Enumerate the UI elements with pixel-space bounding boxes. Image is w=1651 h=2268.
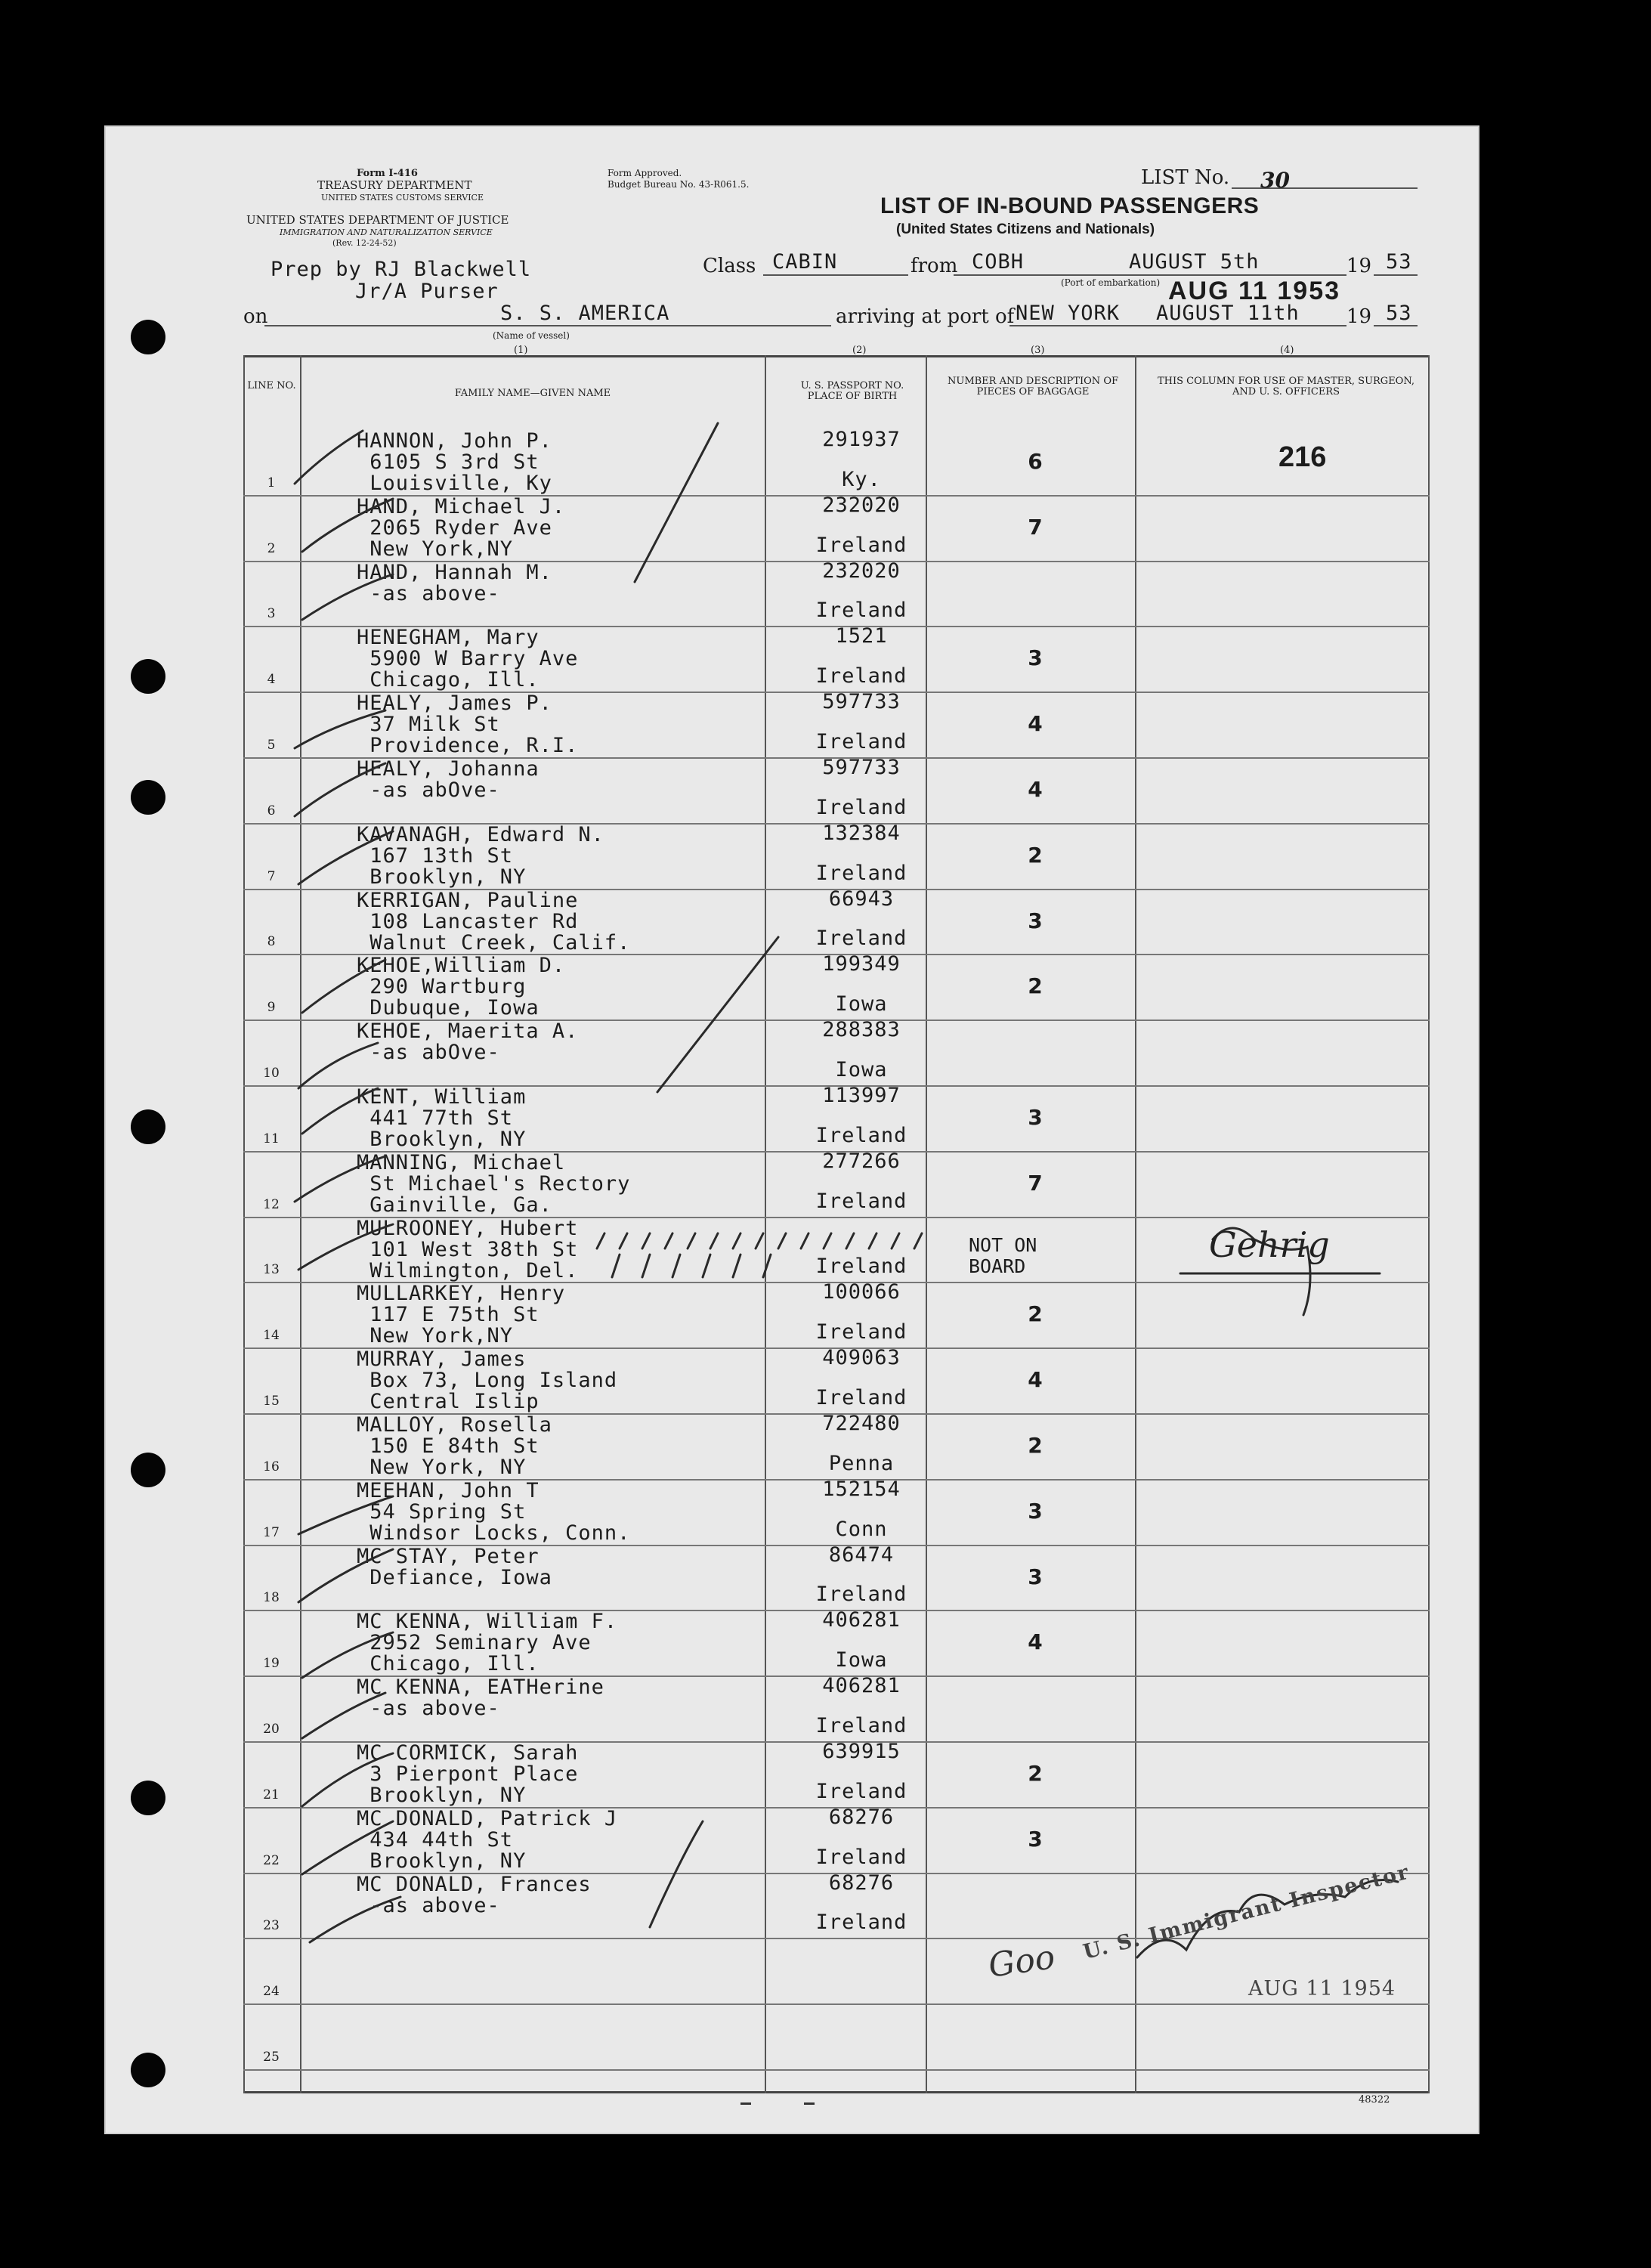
arrival-date: AUGUST 11th <box>1156 302 1300 325</box>
baggage-count: 4 <box>1028 777 1043 802</box>
line-number: 6 <box>267 803 276 818</box>
passport-number: 597733 <box>822 690 901 714</box>
prepared-by-line2: Jr/A Purser <box>355 280 499 303</box>
line-number: 15 <box>263 1393 280 1409</box>
baggage-count: 4 <box>1028 711 1043 737</box>
passenger-name-address: MURRAY, James Box 73, Long Island Central Islip <box>357 1347 618 1414</box>
check-mark <box>302 574 393 620</box>
passport-number: 277266 <box>822 1149 901 1173</box>
line-number: 25 <box>263 2049 280 2065</box>
check-mark <box>298 831 393 884</box>
embarkation-year: 53 <box>1386 250 1412 274</box>
column-header-line-no: LINE NO. <box>247 380 296 391</box>
form-subtitle: (United States Citizens and Nationals) <box>896 221 1155 237</box>
department-of-justice: UNITED STATES DEPARTMENT OF JUSTICE <box>246 213 509 227</box>
line-number: 12 <box>263 1196 280 1212</box>
officer-count: 216 <box>1278 441 1327 473</box>
baggage-count: 3 <box>1028 908 1043 933</box>
place-of-birth: Ireland <box>815 1255 907 1279</box>
line-number: 18 <box>263 1590 280 1606</box>
passenger-name-address: HEALY, Johanna -as abOve- <box>357 757 540 802</box>
passenger-name-address: MC DONALD, Frances -as above- <box>357 1872 592 1917</box>
place-of-birth: Ireland <box>815 1320 907 1344</box>
passenger-name-address: MC KENNA, EATHerine -as above- <box>357 1675 604 1721</box>
line-number: 24 <box>263 1984 280 2000</box>
column-number-4: (4) <box>1280 345 1294 356</box>
passenger-name-address: MC DONALD, Patrick J 434 44th St Brooklyn, NY <box>357 1806 618 1873</box>
line-number: 10 <box>263 1065 280 1081</box>
place-of-birth: Iowa <box>835 992 888 1016</box>
form-number: Form I-416 <box>357 168 418 179</box>
place-of-birth: Ireland <box>815 795 907 819</box>
long-stroke <box>650 1821 703 1927</box>
from-label: from <box>911 255 958 277</box>
arriving-label: arriving at port of <box>836 305 1015 328</box>
passenger-name-address: HANNON, John P. 6105 S 3rd St Louisville, Ky <box>357 429 552 495</box>
check-mark <box>298 1549 393 1602</box>
class-label: Class <box>703 255 756 277</box>
passenger-name-address: MALLOY, Rosella 150 E 84th St New York, NY <box>357 1413 552 1479</box>
class-value: CABIN <box>772 250 838 274</box>
passenger-name-address: HENEGHAM, Mary 5900 W Barry Ave Chicago, Ill. <box>357 626 579 692</box>
line-number: 13 <box>263 1262 280 1278</box>
passenger-name-address: KAVANAGH, Edward N. 167 13th St Brooklyn, NY <box>357 822 604 889</box>
check-mark <box>302 499 393 552</box>
place-of-birth: Conn <box>835 1517 888 1541</box>
on-label: on <box>243 305 268 328</box>
line-number: 5 <box>267 737 276 753</box>
check-mark <box>302 1753 393 1806</box>
check-mark <box>302 960 385 1013</box>
embarkation-port: COBH <box>972 250 1025 274</box>
line-number: 17 <box>263 1524 280 1540</box>
place-of-birth: Ireland <box>815 1583 907 1607</box>
inspector-date: AUG 11 1954 <box>1248 1977 1396 2000</box>
form-approved: Form Approved. <box>608 168 682 178</box>
passenger-name-address: KEHOE, Maerita A. -as abOve- <box>357 1020 579 1065</box>
passenger-name-address: MULLARKEY, Henry 117 E 75th St New York,NY <box>357 1282 566 1348</box>
baggage-count: 2 <box>1028 1301 1043 1327</box>
check-mark <box>302 1693 385 1738</box>
check-mark <box>298 1043 378 1088</box>
baggage-count: 2 <box>1028 973 1043 999</box>
goo-annotation: Goo <box>985 1938 1058 1985</box>
vessel-name: S. S. AMERICA <box>500 302 670 325</box>
place-of-birth: Ireland <box>815 1189 907 1213</box>
customs-service: UNITED STATES CUSTOMS SERVICE <box>321 193 484 203</box>
column-number-3: (3) <box>1031 345 1045 356</box>
check-mark <box>302 1632 393 1678</box>
place-of-birth: Ireland <box>815 1911 907 1935</box>
place-of-birth: Ireland <box>815 729 907 753</box>
passport-number: 597733 <box>822 756 901 779</box>
passenger-name-address: KEHOE,William D. 290 Wartburg Dubuque, Iowa <box>357 954 566 1020</box>
form-revision: (Rev. 12-24-52) <box>332 238 397 248</box>
line-number: 23 <box>263 1918 280 1934</box>
passenger-name-address: MC CORMICK, Sarah 3 Pierpont Place Brooklyn, NY <box>357 1741 579 1807</box>
passport-number: 152154 <box>822 1477 901 1501</box>
passport-number: 291937 <box>822 428 901 451</box>
passenger-name-address: HEALY, James P. 37 Milk St Providence, R.I. <box>357 692 579 758</box>
form-stock-number: 48322 <box>1359 2094 1390 2106</box>
passenger-name-address: MC STAY, Peter Defiance, Iowa <box>357 1544 552 1589</box>
passport-number: 232020 <box>822 493 901 517</box>
column-header-officers: THIS COLUMN FOR USE OF MASTER, SURGEON, AND U. S. OFFICERS <box>1157 376 1415 398</box>
passenger-name-address: KERRIGAN, Pauline 108 Lancaster Rd Walnut Creek, Calif. <box>357 888 631 955</box>
baggage-count: 6 <box>1028 449 1043 474</box>
passenger-name-address: MULROONEY, Hubert 101 West 38th St Wilmington, Del. <box>357 1216 579 1283</box>
place-of-birth: Ireland <box>815 599 907 623</box>
check-mark <box>295 431 363 484</box>
baggage-count: 3 <box>1028 1105 1043 1130</box>
not-on-board-signature: Gehrig <box>1209 1224 1330 1265</box>
form-title: LIST OF IN-BOUND PASSENGERS <box>880 193 1260 218</box>
baggage-count: 3 <box>1028 645 1043 671</box>
list-no-label: LIST No. <box>1141 166 1230 189</box>
passport-number: 722480 <box>822 1412 901 1435</box>
bottom-mark <box>740 2102 751 2105</box>
baggage-count: 4 <box>1028 1367 1043 1393</box>
long-stroke <box>657 937 778 1092</box>
column-number-1: (1) <box>514 345 528 356</box>
baggage-count: 3 <box>1028 1564 1043 1589</box>
place-of-birth: Ky. <box>842 467 881 491</box>
baggage-count: NOT ON BOARD <box>969 1233 1037 1277</box>
baggage-count: 4 <box>1028 1629 1043 1655</box>
baggage-count: 2 <box>1028 1433 1043 1458</box>
place-of-birth: Ireland <box>815 1845 907 1869</box>
column-header-baggage: NUMBER AND DESCRIPTION OF PIECES OF BAGGAGE <box>947 376 1118 398</box>
passenger-name-address: MC KENNA, William F. 2952 Seminary Ave Chicago, Ill. <box>357 1610 618 1676</box>
hatching <box>597 1233 922 1248</box>
inspector-stamp: U. S. Immigrant Inspector <box>1081 1860 1412 1964</box>
embarkation-caption: (Port of embarkation) <box>1061 277 1161 288</box>
baggage-count: 3 <box>1028 1498 1043 1524</box>
check-mark <box>298 1496 393 1534</box>
passport-number: 66943 <box>828 886 895 911</box>
place-of-birth: Penna <box>828 1451 895 1475</box>
place-of-birth: Ireland <box>815 664 907 688</box>
bottom-mark <box>804 2102 815 2105</box>
passport-number: 86474 <box>828 1542 895 1567</box>
baggage-count: 3 <box>1028 1826 1043 1852</box>
place-of-birth: Iowa <box>835 1648 888 1672</box>
column-header-name: FAMILY NAME—GIVEN NAME <box>454 388 611 399</box>
line-number: 22 <box>263 1852 280 1868</box>
baggage-count: 2 <box>1028 1761 1043 1786</box>
check-mark <box>295 763 385 816</box>
line-number: 14 <box>263 1328 280 1344</box>
place-of-birth: Ireland <box>815 1779 907 1803</box>
long-stroke <box>635 423 718 582</box>
check-mark <box>295 710 385 748</box>
arrival-year-prefix: 19 <box>1346 305 1372 328</box>
baggage-count: 7 <box>1028 1170 1043 1196</box>
place-of-birth: Ireland <box>815 533 907 557</box>
arrival-year: 53 <box>1386 302 1412 325</box>
passport-number: 199349 <box>822 952 901 976</box>
column-number-2: (2) <box>852 345 867 356</box>
place-of-birth: Ireland <box>815 861 907 885</box>
passport-number: 100066 <box>822 1280 901 1304</box>
column-header-passport: U. S. PASSPORT NO. PLACE OF BIRTH <box>800 380 904 402</box>
embarkation-date: AUGUST 5th <box>1129 250 1260 274</box>
passport-number: 409063 <box>822 1346 901 1370</box>
place-of-birth: Ireland <box>815 927 907 951</box>
line-number: 4 <box>267 672 276 688</box>
check-mark <box>302 1088 378 1134</box>
line-number: 21 <box>263 1787 280 1802</box>
check-mark <box>302 1821 393 1874</box>
ins-label: IMMIGRATION AND NATURALIZATION SERVICE <box>280 227 493 237</box>
place-of-birth: Ireland <box>815 1385 907 1409</box>
check-mark <box>298 1224 393 1270</box>
place-of-birth: Iowa <box>835 1057 888 1081</box>
treasury-department: TREASURY DEPARTMENT <box>317 178 472 192</box>
passport-number: 232020 <box>822 558 901 583</box>
arrival-date-stamp: AUG 11 1953 <box>1168 277 1341 305</box>
passenger-name-address: MANNING, Michael St Michael's Rectory Gainville, Ga. <box>357 1150 631 1217</box>
line-number: 2 <box>267 540 276 556</box>
passport-number: 639915 <box>822 1740 901 1763</box>
place-of-birth: Ireland <box>815 1713 907 1737</box>
passenger-name-address: HAND, Hannah M. -as above- <box>357 560 552 605</box>
line-number: 11 <box>263 1131 280 1146</box>
passport-number: 1521 <box>835 624 888 648</box>
passenger-name-address: HAND, Michael J. 2065 Ryder Ave New York,NY <box>357 494 566 561</box>
line-number: 3 <box>267 606 276 622</box>
prepared-by-line1: Prep by RJ Blackwell <box>271 258 532 281</box>
line-number: 16 <box>263 1459 280 1474</box>
list-no-value: 30 <box>1260 168 1290 193</box>
passenger-name-address: MEEHAN, John T 54 Spring St Windsor Locks, Conn. <box>357 1478 631 1545</box>
place-of-birth: Ireland <box>815 1123 907 1147</box>
hatching <box>612 1255 771 1277</box>
passport-number: 113997 <box>822 1084 901 1107</box>
line-number: 20 <box>263 1721 280 1737</box>
line-number: 19 <box>263 1656 280 1672</box>
passport-number: 68276 <box>828 1870 895 1895</box>
passenger-name-address: KENT, William 441 77th St Brooklyn, NY <box>357 1085 527 1151</box>
year-prefix: 19 <box>1346 255 1372 277</box>
check-mark <box>310 1897 400 1942</box>
passport-number: 288383 <box>822 1018 901 1042</box>
baggage-count: 2 <box>1028 842 1043 868</box>
line-number: 7 <box>267 868 276 884</box>
passport-number: 406281 <box>822 1608 901 1632</box>
check-mark <box>295 1156 385 1202</box>
line-number: 8 <box>267 934 276 950</box>
line-number: 9 <box>267 1000 276 1016</box>
baggage-count: 7 <box>1028 514 1043 540</box>
passport-number: 132384 <box>822 821 901 845</box>
passport-number: 406281 <box>822 1674 901 1698</box>
budget-bureau: Budget Bureau No. 43-R061.5. <box>608 179 750 190</box>
vessel-caption: (Name of vessel) <box>493 330 570 341</box>
line-number: 1 <box>267 475 276 490</box>
passport-number: 68276 <box>828 1805 895 1829</box>
arrival-port: NEW YORK <box>1016 302 1121 325</box>
